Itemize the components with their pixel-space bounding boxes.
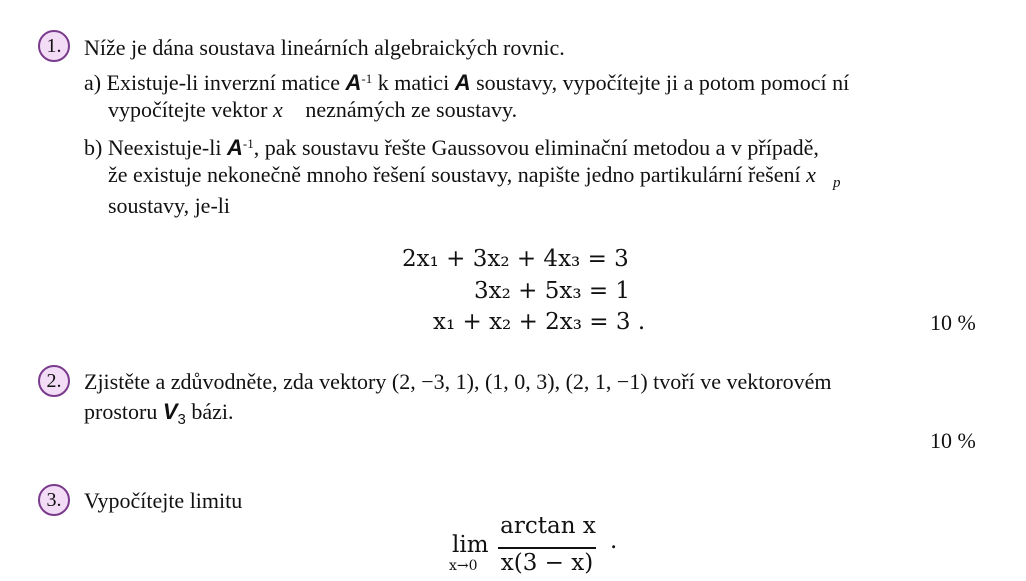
problem-1-intro: Níže je dána soustava lineárních algebraických rovnic. [84, 35, 565, 60]
fraction-bar [498, 547, 596, 549]
problem-1b-line3: soustavy, je-li [108, 193, 230, 218]
limit-lim: lim [452, 532, 489, 558]
problem-2-number: 2. [38, 365, 70, 397]
problem-3-line1: Vypočítejte limitu [84, 488, 243, 513]
problem-1-number: 1. [38, 30, 70, 62]
equation-1: 2x₁ + 3x₂ + 4x₃ = 3 [402, 246, 629, 272]
problem-1-points: 10 % [930, 310, 976, 335]
limit-numerator: arctan x [500, 513, 596, 539]
problem-1a-line1: a) Existuje-li inverzní matice $A^{-1}$ k matici A soustavy, vypočítejte ji a potom pomocí ní [84, 70, 850, 95]
limit-denominator: x(3 − x) [500, 550, 594, 576]
problem-3-number: 3. [38, 484, 70, 516]
problem-1a-line2: vypočítejte vektor x⃗ neznámých ze soustavy. [108, 97, 518, 122]
problem-2-line2: prostoru $V_3$ bázi. [84, 399, 234, 428]
equation-2: 3x₂ + 5x₃ = 1 [474, 278, 631, 304]
problem-1b-line2: že existuje nekonečně mnoho řešení soustavy, napište jedno partikulární řešení $x⃗_p$ [108, 162, 841, 191]
problem-2-line1: Zjistěte a zdůvodněte, zda vektory (2, −3, 1), (1, 0, 3), (2, 1, −1) tvoří ve vektorovém [84, 369, 832, 394]
limit-subscript: x→0 [449, 558, 478, 574]
problem-2-points: 10 % [930, 428, 976, 453]
limit-trailing: . [610, 528, 618, 554]
problem-1b-line1: b) Neexistuje-li $A^{-1}$, pak soustavu řešte Gaussovou eliminační metodou a v případě, [84, 135, 819, 160]
equation-3: x₁ + x₂ + 2x₃ = 3 . [433, 309, 646, 335]
